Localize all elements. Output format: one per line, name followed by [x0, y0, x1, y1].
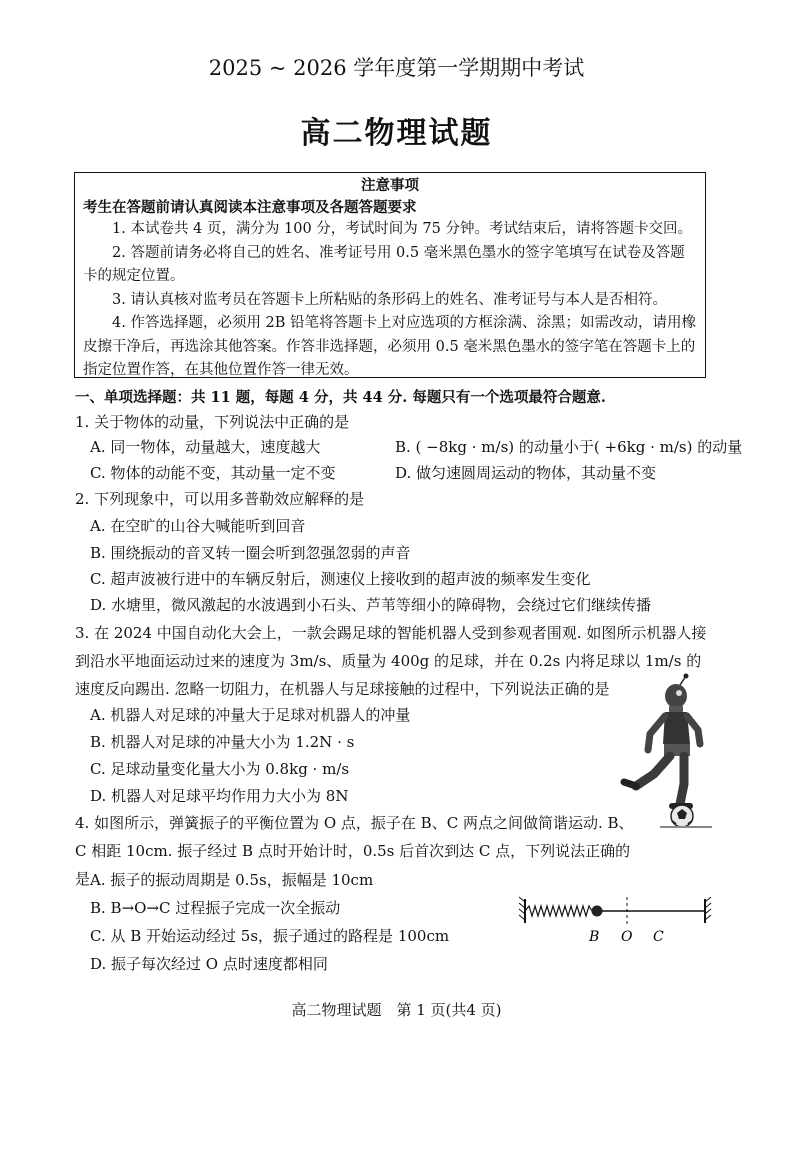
notice-title: 注意事项: [361, 177, 419, 194]
question-2-stem: 2. 下列现象中，可以用多普勒效应解释的是: [75, 490, 365, 508]
question-3-option-d: D. 机器人对足球平均作用力大小为 8N: [90, 787, 349, 805]
notice-subtitle: 考生在答题前请认真阅读本注意事项及各题答题要求: [83, 199, 417, 216]
point-c-label: C: [653, 929, 664, 945]
point-b-label: B: [589, 929, 600, 945]
question-1-option-b: B. ( −8kg · m/s) 的动量小于( +6kg · m/s) 的动量: [395, 438, 743, 456]
question-2-option-c: C. 超声波被行进中的车辆反射后，测速仪上接收到的超声波的频率发生变化: [90, 570, 591, 588]
robot-kicking-ball-figure: [620, 672, 712, 828]
notice-item: 4. 作答选择题，必须用 2B 铅笔将答题卡上对应选项的方框涂满、涂黑；如需改动，请用橡皮擦干净后，再选涂其他答案。作答非选择题，必须用 0.5 毫米黑色墨水的签字笔在答题卡上的指定位置作答，在其他位置作答一律无效。: [83, 315, 697, 378]
page-footer: 高二物理试题 第 1 页(共4 页): [291, 1001, 502, 1019]
question-2-option-a: A. 在空旷的山谷大喊能听到回音: [90, 517, 306, 535]
question-4-option-c: C. 从 B 开始运动经过 5s，振子通过的路程是 100cm: [90, 927, 450, 945]
question-1-stem: 1. 关于物体的动量，下列说法中正确的是: [75, 413, 350, 431]
question-1-option-d: D. 做匀速圆周运动的物体，其动量不变: [395, 464, 657, 482]
notice-item: 1. 本试卷共 4 页，满分为 100 分，考试时间为 75 分钟。考试结束后，请将答题卡交回。: [112, 221, 692, 237]
question-4-option-b: B. B→O→C 过程振子完成一次全振动: [90, 899, 341, 917]
section-heading: 一、单项选择题：共 11 题，每题 4 分，共 44 分. 每题只有一个选项最符合题意.: [75, 389, 606, 406]
point-o-label: O: [621, 929, 633, 945]
notice-item: 3. 请认真核对监考员在答题卡上所粘贴的条形码上的姓名、准考证号与本人是否相符。: [112, 291, 667, 308]
question-3-option-b: B. 机器人对足球的冲量大小为 1.2N · s: [90, 733, 355, 751]
question-3-option-a: A. 机器人对足球的冲量大于足球对机器人的冲量: [90, 706, 411, 724]
notice-item: 2. 答题前请务必将自己的姓名、准考证号用 0.5 毫米黑色墨水的签字笔填写在试卷及答题卡的规定位置。: [83, 244, 685, 284]
question-1-option-c: C. 物体的动能不变，其动量一定不变: [90, 464, 336, 482]
question-4-option-a: A. 振子的振动周期是 0.5s，振幅是 10cm: [90, 871, 374, 889]
question-4-option-d: D. 振子每次经过 O 点时速度都相同: [90, 955, 328, 973]
notice-box: [74, 172, 706, 378]
page-title: 高二物理试题: [300, 116, 493, 151]
question-1-option-a: A. 同一物体，动量越大，速度越大: [90, 438, 321, 456]
question-3-option-c: C. 足球动量变化量大小为 0.8kg · m/s: [90, 760, 350, 778]
spring-oscillator-figure: [515, 895, 715, 947]
question-3-stem: 3. 在 2024 中国自动化大会上，一款会踢足球的智能机器人受到参观者围观. 如图所示机器人接到沿水平地面运动过来的速度为 3m/s、质量为 400g 的足球，并在 0.2s 内将足球以 1m/s 的速度反向踢出. 忽略一切阻力，在机器人与足球接触的过程中，下列说法正确的是: [75, 624, 707, 698]
exam-title: 2025 ~ 2026 学年度第一学期期中考试: [208, 56, 585, 80]
question-4-stem: 4. 如图所示，弹簧振子的平衡位置为 O 点，振子在 B、C 两点之间做简谐运动. B、C 相距 10cm. 振子经过 B 点时开始计时，0.5s 后首次到达 C 点，下列说法正确的是: [75, 814, 634, 888]
question-2-option-d: D. 水塘里，微风激起的水波遇到小石头、芦苇等细小的障碍物，会绕过它们继续传播: [90, 596, 652, 614]
question-2-option-b: B. 围绕振动的音叉转一圈会听到忽强忽弱的声音: [90, 544, 411, 562]
